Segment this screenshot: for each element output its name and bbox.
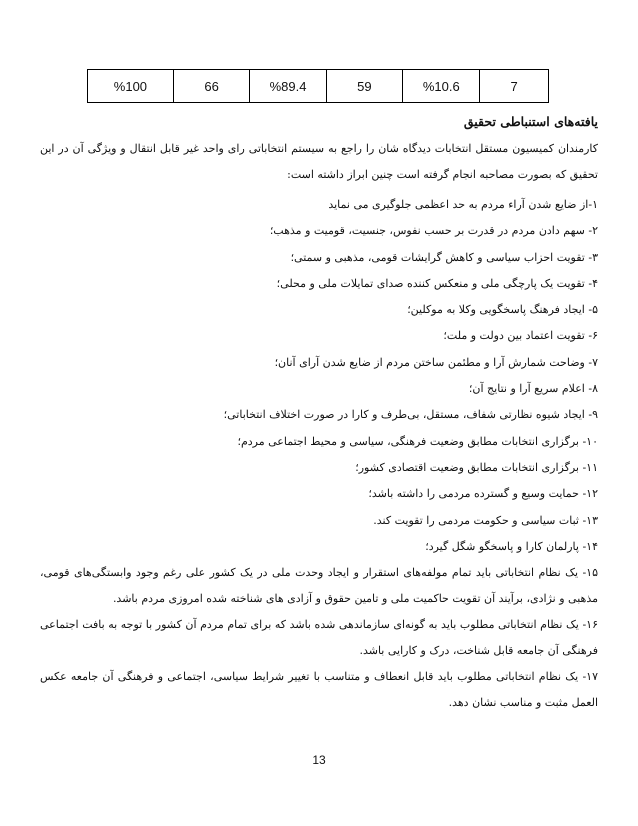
- list-item: ۱۷- یک نظام انتخاباتی مطلوب باید قابل انعطاف و متناسب با تغییر شرایط سیاسی، اجتماعی و فرهنگی آن جامعه عکس العمل مثبت و مناسب نشان دهد.: [40, 670, 598, 710]
- results-table: [87, 69, 549, 103]
- table-cell: 59: [326, 70, 403, 103]
- page-number: 13: [312, 753, 326, 767]
- list-item: ۳- تقویت احزاب سیاسی و کاهش گرایشات قومی، مذهبی و سمتی؛: [290, 250, 598, 264]
- table-cell: %10.6: [403, 70, 480, 103]
- section-heading: یافته‌های استنباطی تحقیق: [463, 114, 598, 129]
- table-cell: %89.4: [250, 70, 326, 103]
- list-item: ۲- سهم دادن مردم در قدرت بر حسب نفوس، جنسیت، قومیت و مذهب؛: [269, 224, 598, 238]
- list-item: ۱۲- حمایت وسیع و گسترده مردمی را داشته باشد؛: [368, 487, 598, 501]
- list-item: ۱۵- یک نظام انتخاباتی باید تمام مولفه‌های استقرار و ایجاد وحدت ملی در یک کشور علی رغم وجود وابستگی‌های قومی، مذهبی و نژادی، برآیند آن تقویت حاکمیت ملی و تامین حقوق و آزادی های شناخته شده امروزی مردم باشد.: [40, 566, 598, 606]
- list-item: ۸- اعلام سریع آرا و نتایج آن؛: [468, 382, 598, 396]
- list-item: ۷- وضاحت شمارش آرا و مطئمن ساختن مردم از ضایع شدن آرای آنان؛: [274, 355, 598, 369]
- list-item: ۱-از ضایع شدن آراء مردم به حد اعظمی جلوگیری می نماید: [328, 198, 598, 211]
- list-item: ۱۱- برگزاری انتخابات مطابق وضعیت اقتصادی کشور؛: [355, 460, 598, 474]
- list-item: ۱۰- برگزاری انتخابات مطابق وضعیت فرهنگی، سیاسی و محیط اجتماعی مردم؛: [237, 434, 598, 448]
- table-cell: 66: [173, 70, 250, 103]
- list-item: ۶- تقویت اعتماد بین دولت و ملت؛: [443, 329, 598, 343]
- document-body: [40, 112, 598, 716]
- table-row: [88, 70, 549, 103]
- list-item: ۵- ایجاد فرهنگ پاسخگویی وکلا به موکلین؛: [407, 303, 598, 317]
- intro-paragraph: کارمندان کمیسیون مستقل انتخابات دیدگاه شان را راجع به سیستم انتخاباتی رای واحد غیر قابل انتقال و ویژگی آن در این تحقیق که بصورت مصاحبه انجام گرفته است چنین ابراز داشته است:: [40, 142, 598, 181]
- list-item: ۹- ایجاد شیوه نظارتی شفاف، مستقل، بی‌طرف و کارا در صورت اختلاف انتخاباتی؛: [223, 408, 598, 422]
- table-cell: %100: [88, 70, 174, 103]
- list-item: ۱۴- پارلمان کارا و پاسخگو شگل گیرد؛: [425, 539, 598, 553]
- table-cell: 7: [480, 70, 549, 103]
- list-item: ۱۳- ثبات سیاسی و حکومت مردمی را تقویت کند.: [373, 513, 598, 527]
- list-item: ۴- تقویت یک پارچگی ملی و منعکس کننده صدای تمایلات ملی و محلی؛: [276, 276, 598, 290]
- list-item: ۱۶- یک نظام انتخاباتی مطلوب باید به گونه‌ای سازماندهی شده باشد که برای تمام مردم آن کشور با توجه به بافت اجتماعی فرهنگی آن جامعه قابل شناخت، درک و کارایی باشد.: [40, 618, 598, 658]
